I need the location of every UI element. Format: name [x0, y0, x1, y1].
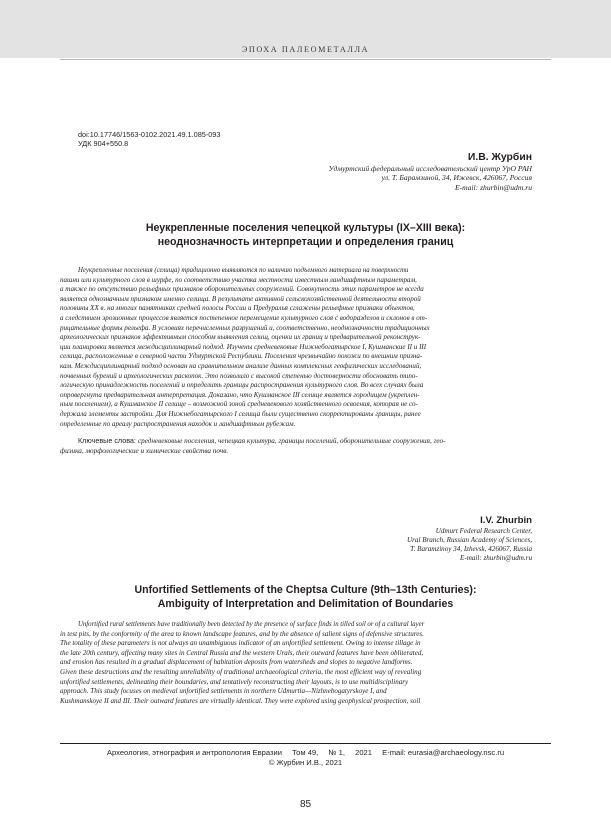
footer-journal-line: [0, 748, 611, 758]
abstract-line: unfortified settlements, delineating their boundaries, and tentatively reconstructing their layouts, is to use multidisciplinary: [60, 677, 409, 686]
article-title-ru: [60, 221, 551, 249]
abstract-en: [60, 620, 551, 706]
abstract-line: Kushmanskoye II and III. Their outward features are virtually identical. They were explored using geophysical prospection, soil: [60, 696, 421, 705]
keywords-text: средневековые поселения, чепецкая культура, границы поселений, оборонительные сооружения, гео-: [137, 437, 446, 445]
udc: УДК 904+550.8: [78, 139, 129, 148]
abstract-line: а следствием эрозионных процессов является постепенное перемещение культурного слоя с водоразделов и склонов в от-: [60, 313, 428, 322]
abstract-line: рицательные формы рельефа. В условиях перечисленных разрушений и, соответственно, неоднозначности традиционных: [60, 323, 430, 332]
article-meta: [78, 130, 220, 148]
title-line: Неукрепленные поселения чепецкой культуры (IX–XIII века):: [145, 222, 466, 234]
keywords-label: Ключевые слова:: [78, 436, 136, 445]
abstract-line: кам. Междисциплинарный подход основан на сравнительном анализе данных комплексных геофизических исследований,: [60, 361, 422, 370]
abstract-line: опровергнута предварительная интерпретация. Доказано, что Кушманское III селище является городищем (укреплен-: [60, 390, 420, 399]
journal-year: 2021: [355, 748, 373, 757]
journal-name: Археология, этнография и антропология Евразии: [106, 748, 282, 757]
article-title-en: [60, 583, 551, 611]
header-rule: [60, 59, 551, 60]
page-number: 85: [299, 799, 312, 810]
abstract-line: селища, расположенные в северной части Удмуртской Республики. Поселения чрезвычайно похожи по внешним призна-: [60, 352, 423, 361]
author-name: И.В. Журбин: [467, 152, 532, 163]
abstract-line: approach. This study focuses on medieval unfortified settlements in northern Udmurtia—Nizhnebogatyrskoye I, and: [60, 687, 387, 696]
affiliation-line: Ural Branch, Russian Academy of Sciences,: [407, 536, 532, 545]
author-block-ru: [328, 152, 532, 192]
copyright: © Журбин И.В., 2021: [268, 758, 343, 767]
abstract-line: определенные по ареалу распространения находок и ландшафтным рубежам.: [60, 419, 296, 428]
abstract-line: археологических признаков эффективным способом выявления селищ, оценки их границ и предварительной реконструк-: [60, 333, 421, 342]
journal-issue: № 1,: [328, 748, 345, 757]
title-line: Ambiguity of Interpretation and Delimitation of Boundaries: [157, 598, 454, 610]
affiliation-line: T. Baramzinoy 34, Izhevsk, 426067, Russia: [410, 545, 532, 554]
abstract-line: почвенных бурений и археологических раскопок. Это позволило с высокой степенью достоверности обосновать типо-: [60, 371, 418, 380]
abstract-line: Unfortified rural settlements have traditionally been detected by the presence of surface finds in tilled soil or of a cultural layer: [78, 621, 425, 628]
running-title: ЭПОХА ПАЛЕОМЕТАЛЛА: [241, 45, 370, 54]
author-name: I.V. Zhurbin: [480, 515, 532, 526]
abstract-line: in test pits, by the conformity of the area to known landscape features, and by the absence of salient signs of defensive structures.: [60, 629, 424, 638]
abstract-line: and erosion has resulted in a gradual displacement of habitation deposits from watersheds and slopes to negative landforms.: [60, 658, 413, 667]
author-email[interactable]: E-mail: zhurbin@udm.ru: [460, 554, 532, 563]
abstract-line: the late 20th century, affecting many sites in Central Russia and the western Urals, their outward features have been obliterated,: [60, 648, 424, 657]
author-block-en: [407, 515, 532, 563]
footer-rule: [60, 743, 551, 744]
abstract-line: логическую принадлежность поселений и определить границы распространения культурного слоя. Во всех случаях была: [60, 381, 424, 390]
doi[interactable]: doi:10.17746/1563-0102.2021.49.1.085-093: [78, 130, 221, 139]
abstract-line: ции планировки является междисциплинарный подход. Изучены средневековые Нижнебогатырское I, Кушманские II и III: [60, 342, 427, 351]
abstract-line: половины XX в. на многих памятниках средней полосы России и Предуралья сглажены рельефные признаки объектов,: [60, 304, 415, 313]
abstract-line: а также по отсутствию рельефных признаков оборонительных сооружений. Совокупность этих параметров не всегда: [60, 285, 424, 294]
abstract-line: является однозначным признаком именно селища. В результате активной сельскохозяйственной деятельности второй: [60, 294, 421, 303]
abstract-ru: [60, 266, 551, 429]
abstract-line: держала элементы застройки. Для Нижнебогатырского I селища были существенно скорректированы границы, ранее: [60, 409, 421, 418]
abstract-line: The totality of these parameters is not always an unambiguous indicator of an unfortified settlement. Owing to intense tillage in: [60, 639, 421, 648]
abstract-line: Неукрепленные поселения (селища) традиционно выявляются по наличию подъемного материала на поверхности: [78, 267, 409, 274]
affiliation-line: Удмуртский федеральный исследовательский центр УрО РАН: [328, 164, 532, 173]
journal-volume: Том 49,: [292, 748, 319, 757]
keywords-ru: [60, 436, 551, 457]
abstract-line: Given these destructions and the resulting unreliability of traditional archaeological criteria, the most efficient way of revealing: [60, 667, 422, 676]
title-line: неоднозначность интерпретации и определения границ: [157, 236, 454, 248]
keywords-text: физика, морфологические и химические свойства почв.: [60, 447, 229, 456]
abstract-line: пашни или культурного слоя в шурфе, по соответствию участка местности известным ландшафтным параметрам,: [60, 275, 417, 284]
affiliation-line: Udmurt Federal Research Center,: [435, 527, 532, 535]
author-email[interactable]: E-mail: zhurbin@udm.ru: [454, 182, 532, 192]
affiliation-line: ул. Т. Барамзиной, 34, Ижевск, 426067, Россия: [381, 173, 532, 183]
abstract-line: ным поселением), а Кушманское II селище – возможной зоной средневекового хозяйственного освоения, которая не со-: [60, 400, 418, 409]
journal-email[interactable]: E-mail: eurasia@archaeology.nsc.ru: [382, 748, 505, 757]
title-line: Unfortified Settlements of the Cheptsa Culture (9th–13th Centuries):: [134, 584, 477, 596]
